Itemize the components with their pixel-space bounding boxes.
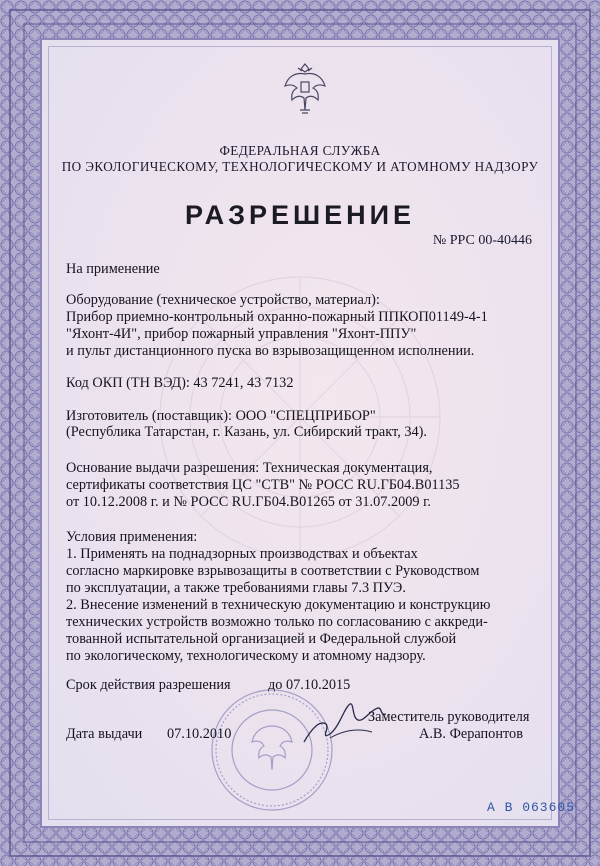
manufacturer-line: Изготовитель (поставщик): ООО "СПЕЦПРИБОР" — [66, 408, 376, 424]
basis-line: Основание выдачи разрешения: Техническая документация, — [66, 460, 433, 476]
condition-line: по эксплуатации, а также требованиями главы 7.3 ПУЭ. — [66, 580, 406, 596]
for-use-label: На применение — [66, 261, 160, 277]
condition-line: технических устройств возможно только по согласованию с аккреди- — [66, 614, 488, 630]
document-title: РАЗРЕШЕНИЕ — [184, 200, 416, 230]
condition-line: согласно маркировке взрывозащиты в соответствии с Руководством — [66, 563, 480, 579]
issue-date-label: Дата выдачи — [66, 726, 143, 742]
issue-date-value: 07.10.2010 — [167, 726, 232, 742]
signatory-name: А.В. Ферапонтов — [419, 726, 523, 742]
equipment-line: "Яхонт-4И", прибор пожарный управления "Яхонт-ППУ" — [66, 326, 417, 342]
equipment-label: Оборудование (техническое устройство, материал): — [66, 292, 380, 308]
coat-of-arms-icon — [282, 58, 328, 118]
okp-code: Код ОКП (ТН ВЭД): 43 7241, 43 7132 — [66, 375, 294, 391]
agency-line-2: ПО ЭКОЛОГИЧЕСКОМУ, ТЕХНОЛОГИЧЕСКОМУ И АТОМНОМУ НАДЗОРУ — [61, 159, 539, 174]
equipment-line: Прибор приемно-контрольный охранно-пожарный ППКОП01149-4-1 — [66, 309, 488, 325]
condition-line: тованной испытательной организацией и Федеральной службой — [66, 631, 457, 647]
permit-number: № РРС 00-40446 — [432, 233, 532, 248]
basis-line: сертификаты соответствия ЦС "СТВ" № РОСС RU.ГБ04.В01135 — [66, 477, 460, 493]
manufacturer-line: (Республика Татарстан, г. Казань, ул. Сибирский тракт, 34). — [66, 424, 427, 440]
validity-label: Срок действия разрешения — [66, 677, 231, 693]
condition-line: 1. Применять на поднадзорных производствах и объектах — [66, 546, 418, 562]
conditions-title: Условия применения: — [66, 529, 198, 545]
basis-line: от 10.12.2008 г. и № РОСС RU.ГБ04.В01265 от 31.07.2009 г. — [66, 494, 431, 510]
signatory-title: Заместитель руководителя — [368, 709, 530, 725]
serial-number: А В 063605 — [487, 800, 576, 815]
agency-line-1: ФЕДЕРАЛЬНАЯ СЛУЖБА — [219, 143, 381, 158]
equipment-line: и пульт дистанционного пуска во взрывозащищенном исполнении. — [66, 343, 475, 359]
condition-line: 2. Внесение изменений в техническую документацию и конструкцию — [66, 597, 491, 613]
condition-line: по экологическому, технологическому и атомному надзору. — [66, 648, 426, 664]
validity-value: до 07.10.2015 — [268, 677, 351, 693]
